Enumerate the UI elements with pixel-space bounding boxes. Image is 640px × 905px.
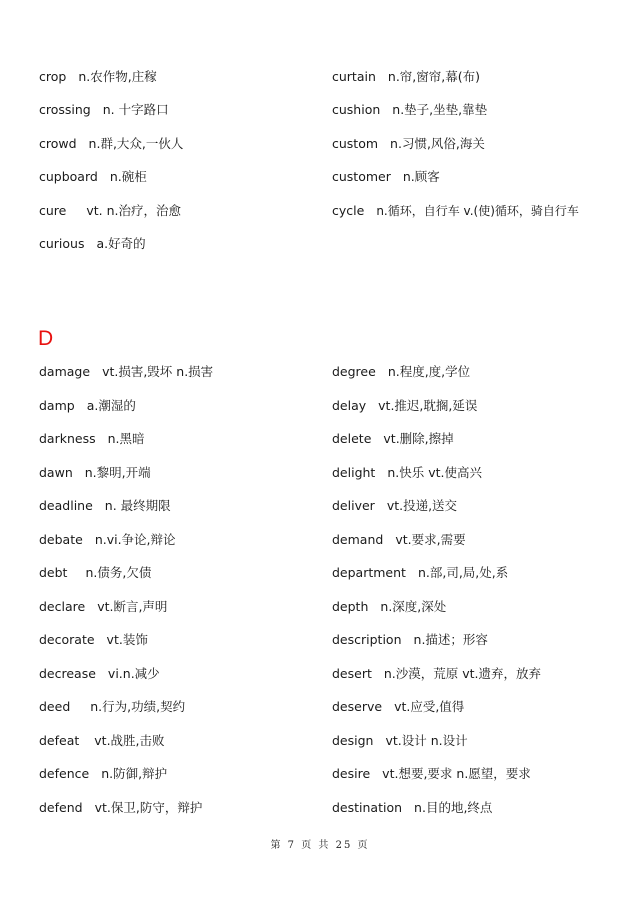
vocab-word: degree: [332, 364, 376, 379]
vocab-entry: [39, 599, 167, 615]
vocab-definition: vt.保卫,防守，辩护: [94, 800, 203, 815]
vocab-entry: [39, 169, 147, 185]
vocab-entry: [39, 498, 171, 514]
vocab-word: cupboard: [39, 169, 98, 184]
vocab-word: customer: [332, 169, 391, 184]
vocab-definition: n.帘,窗帘,幕(布): [387, 69, 480, 84]
vocab-entry: [39, 532, 176, 548]
vocab-word: defence: [39, 766, 90, 781]
vocab-entry: [332, 364, 470, 380]
vocab-entry: [39, 800, 202, 816]
vocab-word: curtain: [332, 69, 376, 84]
vocab-definition: n.群,大众,一伙人: [88, 136, 184, 151]
vocab-entry: [39, 733, 165, 749]
section-heading-d: D: [38, 327, 54, 350]
vocab-word: damage: [39, 364, 91, 379]
vocab-entry: [39, 431, 145, 447]
vocab-word: decorate: [39, 632, 95, 647]
vocab-word: deed: [39, 699, 71, 714]
vocab-entry: [332, 565, 508, 581]
vocab-word: desire: [332, 766, 371, 781]
vocab-entry: [39, 632, 148, 648]
vocab-definition: n.快乐 vt.使高兴: [387, 465, 482, 480]
vocab-entry: [332, 203, 579, 219]
vocab-entry: [39, 666, 160, 682]
vocab-word: delete: [332, 431, 372, 446]
vocab-definition: n.描述；形容: [413, 632, 488, 647]
vocab-definition: n. 十字路口: [102, 102, 169, 117]
vocab-definition: vt.应受,值得: [394, 699, 465, 714]
vocab-definition: vt.推迟,耽搁,延误: [378, 398, 478, 413]
vocab-word: destination: [332, 800, 403, 815]
vocab-word: cure: [39, 203, 67, 218]
vocab-word: department: [332, 565, 406, 580]
vocab-definition: n. 最终期限: [104, 498, 171, 513]
vocab-definition: n.黎明,开端: [84, 465, 151, 480]
vocab-entry: [332, 599, 446, 615]
vocab-definition: vt.设计 n.设计: [385, 733, 468, 748]
page-number-footer: 第 7 页 共 25 页: [270, 840, 370, 851]
vocab-entry: [39, 364, 213, 380]
vocab-entry: [39, 236, 146, 252]
vocab-entry: [39, 766, 167, 782]
vocab-word: desert: [332, 666, 372, 681]
vocab-word: defend: [39, 800, 83, 815]
vocab-entry: [39, 398, 136, 414]
vocab-entry: [332, 733, 468, 749]
vocab-entry: [39, 465, 151, 481]
vocab-entry: [332, 431, 454, 447]
vocab-word: crossing: [39, 102, 91, 117]
vocab-word: debate: [39, 532, 83, 547]
vocab-entry: [332, 398, 477, 414]
vocab-entry: [332, 69, 480, 85]
vocab-definition: n.防御,辩护: [101, 766, 168, 781]
vocab-word: cycle: [332, 203, 365, 218]
vocab-definition: vt.断言,声明: [97, 599, 168, 614]
vocab-definition: n.行为,功绩,契约: [90, 699, 186, 714]
vocab-word: custom: [332, 136, 379, 151]
vocab-definition: n.顾客: [402, 169, 440, 184]
vocab-word: crop: [39, 69, 67, 84]
vocab-definition: n.循环，自行车 v.(使)循环，骑自行车: [376, 204, 579, 218]
vocab-definition: vt.投递,送交: [386, 498, 458, 513]
vocab-entry: [39, 69, 157, 85]
vocab-entry: [332, 632, 488, 648]
vocab-entry: [332, 465, 482, 481]
vocab-word: cushion: [332, 102, 381, 117]
vocab-word: deserve: [332, 699, 383, 714]
vocab-entry: [332, 699, 464, 715]
vocab-word: demand: [332, 532, 384, 547]
vocab-definition: vt.想要,要求 n.愿望，要求: [382, 766, 531, 781]
vocab-definition: n.程度,度,学位: [387, 364, 471, 379]
vocab-entry: [332, 136, 485, 152]
vocab-definition: a.潮湿的: [86, 398, 136, 413]
vocab-definition: n.深度,深处: [380, 599, 447, 614]
vocab-definition: n.目的地,终点: [414, 800, 493, 815]
vocab-definition: n.vi.争论,辩论: [94, 532, 176, 547]
vocab-definition: vt.战胜,击败: [94, 733, 165, 748]
vocab-word: declare: [39, 599, 86, 614]
vocab-definition: vt.装饰: [106, 632, 148, 647]
vocab-definition: n.沙漠，荒原 vt.遗弃，放弃: [383, 666, 542, 681]
vocab-entry: [332, 169, 440, 185]
vocab-definition: n.习惯,风俗,海关: [390, 136, 485, 151]
vocab-word: crowd: [39, 136, 77, 151]
vocab-definition: n.农作物,庄稼: [78, 69, 157, 84]
vocab-word: description: [332, 632, 402, 647]
vocab-entry: [332, 102, 487, 118]
vocab-word: delay: [332, 398, 367, 413]
vocab-definition: vt.损害,毁坏 n.损害: [102, 364, 214, 379]
vocab-word: deadline: [39, 498, 93, 513]
vocab-definition: vi.n.减少: [107, 666, 160, 681]
vocab-definition: vt.要求,需要: [395, 532, 466, 547]
vocab-entry: [332, 766, 531, 782]
vocab-word: decrease: [39, 666, 96, 681]
vocab-entry: [332, 498, 457, 514]
vocab-definition: n.碗柜: [109, 169, 147, 184]
vocab-definition: n.垫子,坐垫,靠垫: [392, 102, 488, 117]
vocab-entry: [39, 699, 185, 715]
vocab-entry: [332, 532, 466, 548]
vocab-definition: vt.删除,擦掉: [383, 431, 454, 446]
vocab-entry: [332, 800, 492, 816]
vocab-word: curious: [39, 236, 85, 251]
vocab-word: design: [332, 733, 374, 748]
vocab-definition: n.部,司,局,处,系: [417, 565, 509, 580]
vocab-definition: n.债务,欠债: [85, 565, 152, 580]
vocab-entry: [39, 565, 151, 581]
vocab-entry: [39, 203, 181, 219]
vocab-entry: [39, 102, 169, 118]
vocab-word: damp: [39, 398, 75, 413]
vocab-word: defeat: [39, 733, 80, 748]
vocab-word: deliver: [332, 498, 375, 513]
vocab-word: debt: [39, 565, 68, 580]
vocab-definition: a.好奇的: [96, 236, 146, 251]
vocab-word: delight: [332, 465, 376, 480]
vocab-definition: vt. n.治疗，治愈: [86, 203, 182, 218]
vocab-entry: [332, 666, 541, 682]
vocab-definition: n.黑暗: [107, 431, 145, 446]
vocab-word: dawn: [39, 465, 73, 480]
vocab-word: darkness: [39, 431, 96, 446]
vocab-entry: [39, 136, 183, 152]
vocab-word: depth: [332, 599, 369, 614]
